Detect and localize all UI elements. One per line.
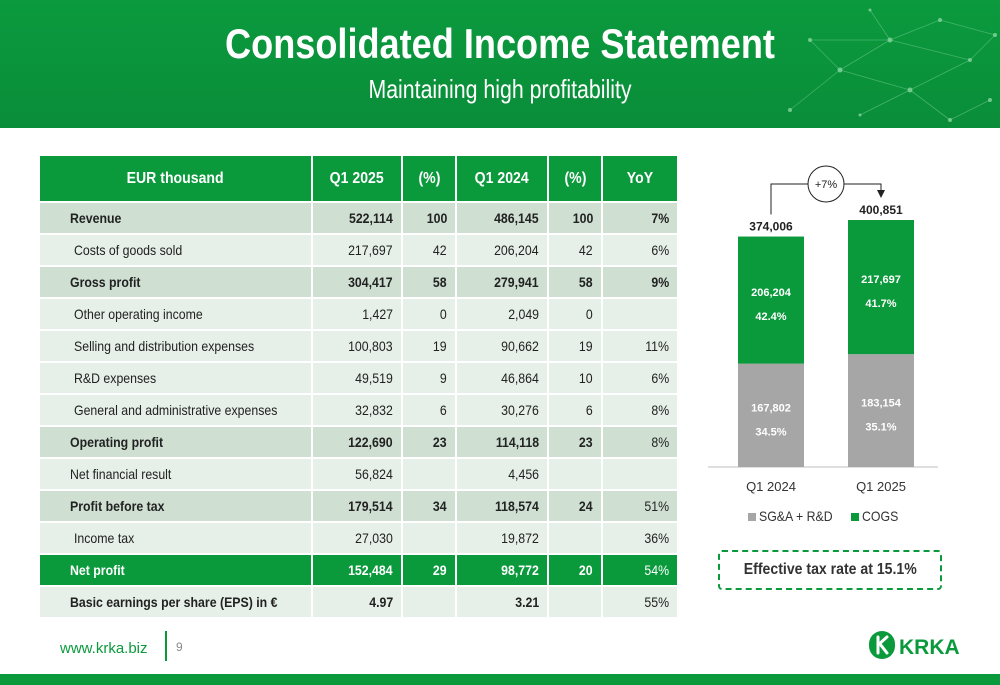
row-cell-pct-2024: 23	[548, 426, 602, 458]
row-cell-q1-2025: 4.97	[312, 586, 402, 618]
row-cell-yoy: 8%	[602, 426, 678, 458]
header-cell: (%)	[402, 156, 456, 202]
row-label: Revenue	[40, 202, 312, 234]
row-cell-q1-2025: 122,690	[312, 426, 402, 458]
row-cell-pct-2024: 0	[548, 298, 602, 330]
row-cell-yoy: 51%	[602, 490, 678, 522]
row-cell-q1-2025: 27,030	[312, 522, 402, 554]
chart-legend	[748, 508, 903, 524]
row-cell-yoy	[602, 458, 678, 490]
legend-item-cogs: COGS	[851, 508, 903, 524]
bar-percent-label: 35.1%	[865, 421, 897, 434]
row-cell-pct-2025: 23	[402, 426, 456, 458]
row-cell-yoy: 11%	[602, 330, 678, 362]
bar-segment-cogs	[848, 220, 914, 354]
row-cell-pct-2024: 20	[548, 554, 602, 586]
row-cell-pct-2024: 100	[548, 202, 602, 234]
bar-total-label: 400,851	[859, 203, 903, 217]
table-row	[40, 330, 678, 362]
header-cell: Q1 2024	[456, 156, 548, 202]
row-cell-yoy: 54%	[602, 554, 678, 586]
website-link[interactable]: www.krka.biz	[60, 640, 148, 657]
header-cell: Q1 2025	[312, 156, 402, 202]
legend-item-sga: SG&A + R&D	[748, 508, 843, 524]
row-label: Income tax	[40, 522, 312, 554]
row-label: Costs of goods sold	[40, 234, 312, 266]
table-row	[40, 490, 678, 522]
row-cell-pct-2024: 24	[548, 490, 602, 522]
row-label: Selling and distribution expenses	[40, 330, 312, 362]
row-cell-q1-2025: 217,697	[312, 234, 402, 266]
row-cell-yoy: 6%	[602, 362, 678, 394]
row-cell-pct-2025: 0	[402, 298, 456, 330]
row-cell-q1-2024: 98,772	[456, 554, 548, 586]
row-label: Net profit	[40, 554, 312, 586]
row-cell-yoy	[602, 298, 678, 330]
row-cell-q1-2024: 90,662	[456, 330, 548, 362]
table-row	[40, 266, 678, 298]
legend-swatch	[748, 513, 756, 521]
bar-percent-label: 34.5%	[755, 426, 787, 439]
x-tick-label: Q1 2025	[856, 479, 906, 494]
row-label: Net financial result	[40, 458, 312, 490]
row-cell-pct-2025	[402, 522, 456, 554]
row-cell-q1-2024: 4,456	[456, 458, 548, 490]
row-cell-q1-2024: 279,941	[456, 266, 548, 298]
row-cell-pct-2025	[402, 586, 456, 618]
header-cell: YoY	[602, 156, 678, 202]
header-banner	[0, 0, 1000, 128]
row-cell-q1-2024: 118,574	[456, 490, 548, 522]
row-cell-q1-2025: 152,484	[312, 554, 402, 586]
row-label: Profit before tax	[40, 490, 312, 522]
row-cell-yoy: 9%	[602, 266, 678, 298]
row-cell-pct-2025: 9	[402, 362, 456, 394]
krka-logo	[868, 628, 960, 662]
table-row	[40, 426, 678, 458]
table-row	[40, 362, 678, 394]
table-row	[40, 554, 678, 586]
income-statement-table	[40, 156, 679, 619]
bar-value-label: 167,802	[751, 402, 791, 415]
table-row	[40, 202, 678, 234]
row-cell-q1-2024: 114,118	[456, 426, 548, 458]
table-row	[40, 458, 678, 490]
footer-divider	[165, 631, 167, 661]
row-cell-pct-2024	[548, 522, 602, 554]
logo-text: KRKA	[899, 636, 960, 659]
growth-label: +7%	[814, 179, 838, 191]
row-cell-q1-2025: 1,427	[312, 298, 402, 330]
row-label: Operating profit	[40, 426, 312, 458]
row-cell-q1-2024: 3.21	[456, 586, 548, 618]
row-cell-pct-2024: 19	[548, 330, 602, 362]
row-cell-q1-2025: 100,803	[312, 330, 402, 362]
row-cell-yoy: 6%	[602, 234, 678, 266]
page-title: Consolidated Income Statement	[225, 20, 775, 67]
row-cell-pct-2024: 58	[548, 266, 602, 298]
row-cell-pct-2025: 100	[402, 202, 456, 234]
row-cell-pct-2025: 29	[402, 554, 456, 586]
row-cell-q1-2025: 304,417	[312, 266, 402, 298]
row-cell-q1-2025: 49,519	[312, 362, 402, 394]
growth-arrow-head	[877, 190, 885, 198]
header-cell: EUR thousand	[40, 156, 312, 202]
row-cell-pct-2025: 58	[402, 266, 456, 298]
bar-value-label: 183,154	[861, 397, 901, 410]
row-label: Other operating income	[40, 298, 312, 330]
row-cell-pct-2025	[402, 458, 456, 490]
table-row	[40, 298, 678, 330]
row-cell-q1-2025: 56,824	[312, 458, 402, 490]
row-cell-pct-2024	[548, 458, 602, 490]
row-cell-q1-2024: 486,145	[456, 202, 548, 234]
header-cell: (%)	[548, 156, 602, 202]
bar-segment-sga	[848, 354, 914, 467]
row-cell-pct-2025: 19	[402, 330, 456, 362]
bar-value-label: 206,204	[751, 287, 791, 300]
row-cell-pct-2024	[548, 586, 602, 618]
row-label: Gross profit	[40, 266, 312, 298]
row-cell-pct-2024: 10	[548, 362, 602, 394]
row-cell-q1-2024: 46,864	[456, 362, 548, 394]
table-row	[40, 394, 678, 426]
bar-total-label: 374,006	[749, 219, 793, 234]
row-cell-q1-2024: 2,049	[456, 298, 548, 330]
row-label: R&D expenses	[40, 362, 312, 394]
table-row	[40, 522, 678, 554]
row-cell-q1-2025: 179,514	[312, 490, 402, 522]
row-cell-q1-2025: 32,832	[312, 394, 402, 426]
row-label: General and administrative expenses	[40, 394, 312, 426]
row-cell-q1-2024: 206,204	[456, 234, 548, 266]
row-cell-pct-2025: 34	[402, 490, 456, 522]
table-row	[40, 586, 678, 618]
row-cell-pct-2025: 6	[402, 394, 456, 426]
table-header-row	[40, 156, 678, 202]
page-subtitle: Maintaining high profitability	[368, 74, 632, 104]
row-cell-pct-2024: 42	[548, 234, 602, 266]
cost-structure-chart	[708, 160, 958, 530]
row-cell-q1-2024: 19,872	[456, 522, 548, 554]
legend-swatch	[851, 513, 859, 521]
row-cell-yoy: 7%	[602, 202, 678, 234]
bar-segment-cogs	[738, 237, 804, 364]
row-label: Basic earnings per share (EPS) in €	[40, 586, 312, 618]
row-cell-yoy: 55%	[602, 586, 678, 618]
table-row	[40, 234, 678, 266]
tax-rate-note: Effective tax rate at 15.1%	[718, 550, 942, 590]
bar-value-label: 217,697	[861, 274, 901, 287]
row-cell-pct-2025: 42	[402, 234, 456, 266]
row-cell-q1-2025: 522,114	[312, 202, 402, 234]
row-cell-yoy: 8%	[602, 394, 678, 426]
row-cell-yoy: 36%	[602, 522, 678, 554]
bar-percent-label: 42.4%	[755, 311, 787, 324]
x-tick-label: Q1 2024	[746, 479, 796, 494]
bar-percent-label: 41.7%	[865, 298, 897, 311]
bar-segment-sga	[738, 364, 804, 467]
row-cell-pct-2024: 6	[548, 394, 602, 426]
page-number: 9	[176, 640, 183, 654]
footer-bar	[0, 674, 1000, 685]
row-cell-q1-2024: 30,276	[456, 394, 548, 426]
